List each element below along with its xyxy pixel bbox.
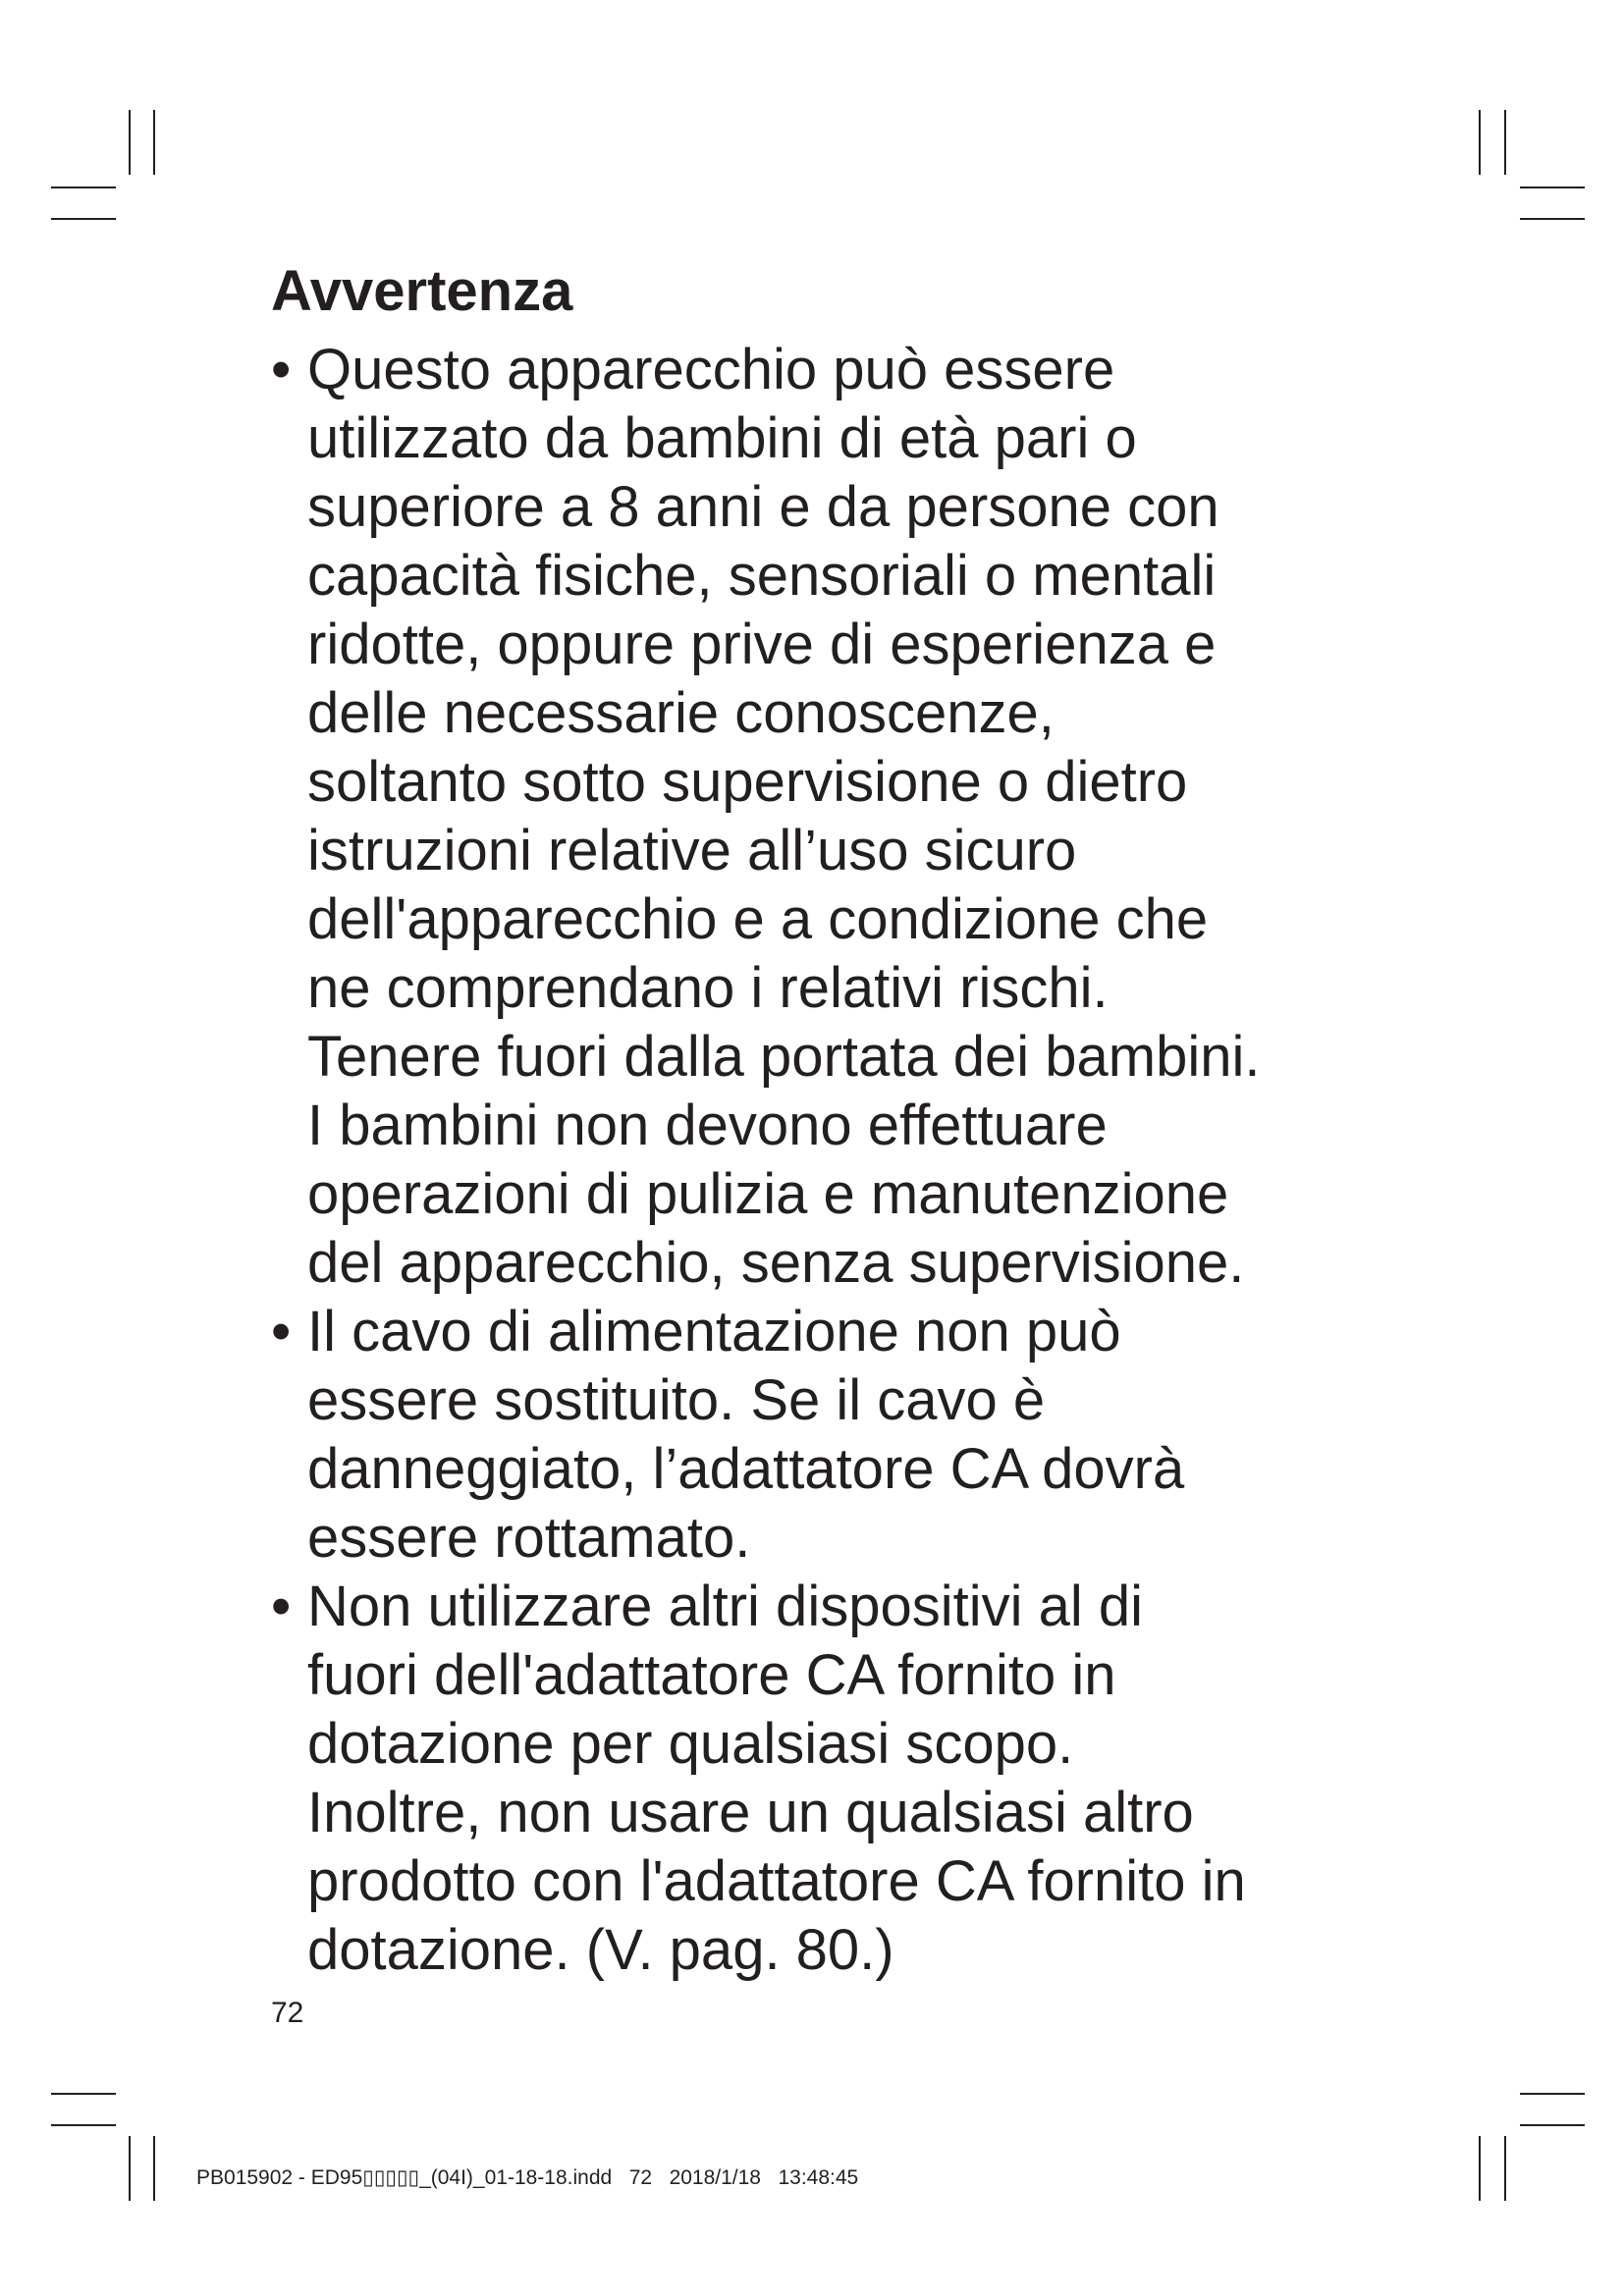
crop-mark-bottom-right-horizontal [1520, 2093, 1585, 2095]
crop-mark-bottom-right-vertical-inner [1504, 2136, 1506, 2201]
crop-mark-bottom-right-horizontal-inner [1520, 2124, 1585, 2126]
crop-mark-bottom-left-horizontal [51, 2093, 116, 2095]
crop-mark-bottom-left-vertical [129, 2136, 131, 2201]
warning-item-ac-adapter [271, 1573, 1390, 1985]
text-line: dell'apparecchio e a condizione che [307, 887, 1209, 951]
bullet-icon: • [271, 1300, 292, 1363]
text-line: Inoltre, non usare un qualsiasi altro [307, 1781, 1194, 1844]
text-line: capacità fisiche, sensoriali o mentali [307, 544, 1217, 608]
text-line: del apparecchio, senza supervisione. [307, 1231, 1245, 1295]
crop-mark-bottom-left-vertical-inner [153, 2136, 155, 2201]
crop-mark-bottom-left-horizontal-inner [51, 2124, 116, 2126]
section-heading: Avvertenza [271, 259, 573, 323]
crop-mark-top-left-vertical [129, 110, 131, 175]
text-line: I bambini non devono effettuare [307, 1094, 1108, 1157]
crop-mark-top-left-horizontal [51, 187, 116, 188]
bullet-icon: • [271, 1575, 292, 1638]
print-slug: PB015902 - ED95▯▯▯▯▯_(04I)_01-18-18.indd 72 2018/1/18 13:48:45 [196, 2166, 859, 2189]
text-line: Questo apparecchio può essere [307, 338, 1115, 401]
page-number: 72 [271, 1997, 304, 2029]
text-line: soltanto sotto supervisione o dietro [307, 750, 1188, 814]
text-line: superiore a 8 anni e da persone con [307, 475, 1219, 539]
bullet-icon: • [271, 338, 292, 401]
crop-mark-top-right-vertical [1479, 110, 1481, 175]
text-line: ne comprendano i relativi rischi. [307, 956, 1109, 1020]
text-line: ridotte, oppure prive di esperienza e [307, 613, 1217, 676]
text-line: Non utilizzare altri dispositivi al di [307, 1575, 1143, 1638]
crop-mark-top-left-horizontal-inner [51, 218, 116, 220]
text-line: danneggiato, l’adattatore CA dovrà [307, 1437, 1185, 1501]
text-line: fuori dell'adattatore CA fornito in [307, 1643, 1116, 1707]
text-line: Il cavo di alimentazione non può [307, 1300, 1121, 1363]
text-line: operazioni di pulizia e manutenzione [307, 1162, 1229, 1226]
text-line: essere sostituito. Se il cavo è [307, 1368, 1046, 1432]
warning-item-power-cord [271, 1298, 1390, 1573]
warning-item-children [271, 336, 1390, 1298]
crop-mark-top-left-vertical-inner [153, 110, 155, 175]
crop-mark-bottom-right-vertical [1479, 2136, 1481, 2201]
text-line: prodotto con l'adattatore CA fornito in [307, 1849, 1246, 1913]
crop-mark-top-right-horizontal [1520, 187, 1585, 188]
text-line: dotazione per qualsiasi scopo. [307, 1712, 1074, 1776]
text-line: essere rottamato. [307, 1506, 751, 1570]
text-line: delle necessarie conoscenze, [307, 681, 1055, 745]
text-line: Tenere fuori dalla portata dei bambini. [307, 1025, 1261, 1089]
text-line: utilizzato da bambini di età pari o [307, 406, 1137, 470]
text-line: istruzioni relative all’uso sicuro [307, 819, 1077, 882]
crop-mark-top-right-horizontal-inner [1520, 218, 1585, 220]
crop-mark-top-right-vertical-inner [1504, 110, 1506, 175]
text-line: dotazione. (V. pag. 80.) [307, 1918, 894, 1982]
warning-list [271, 336, 1390, 1985]
